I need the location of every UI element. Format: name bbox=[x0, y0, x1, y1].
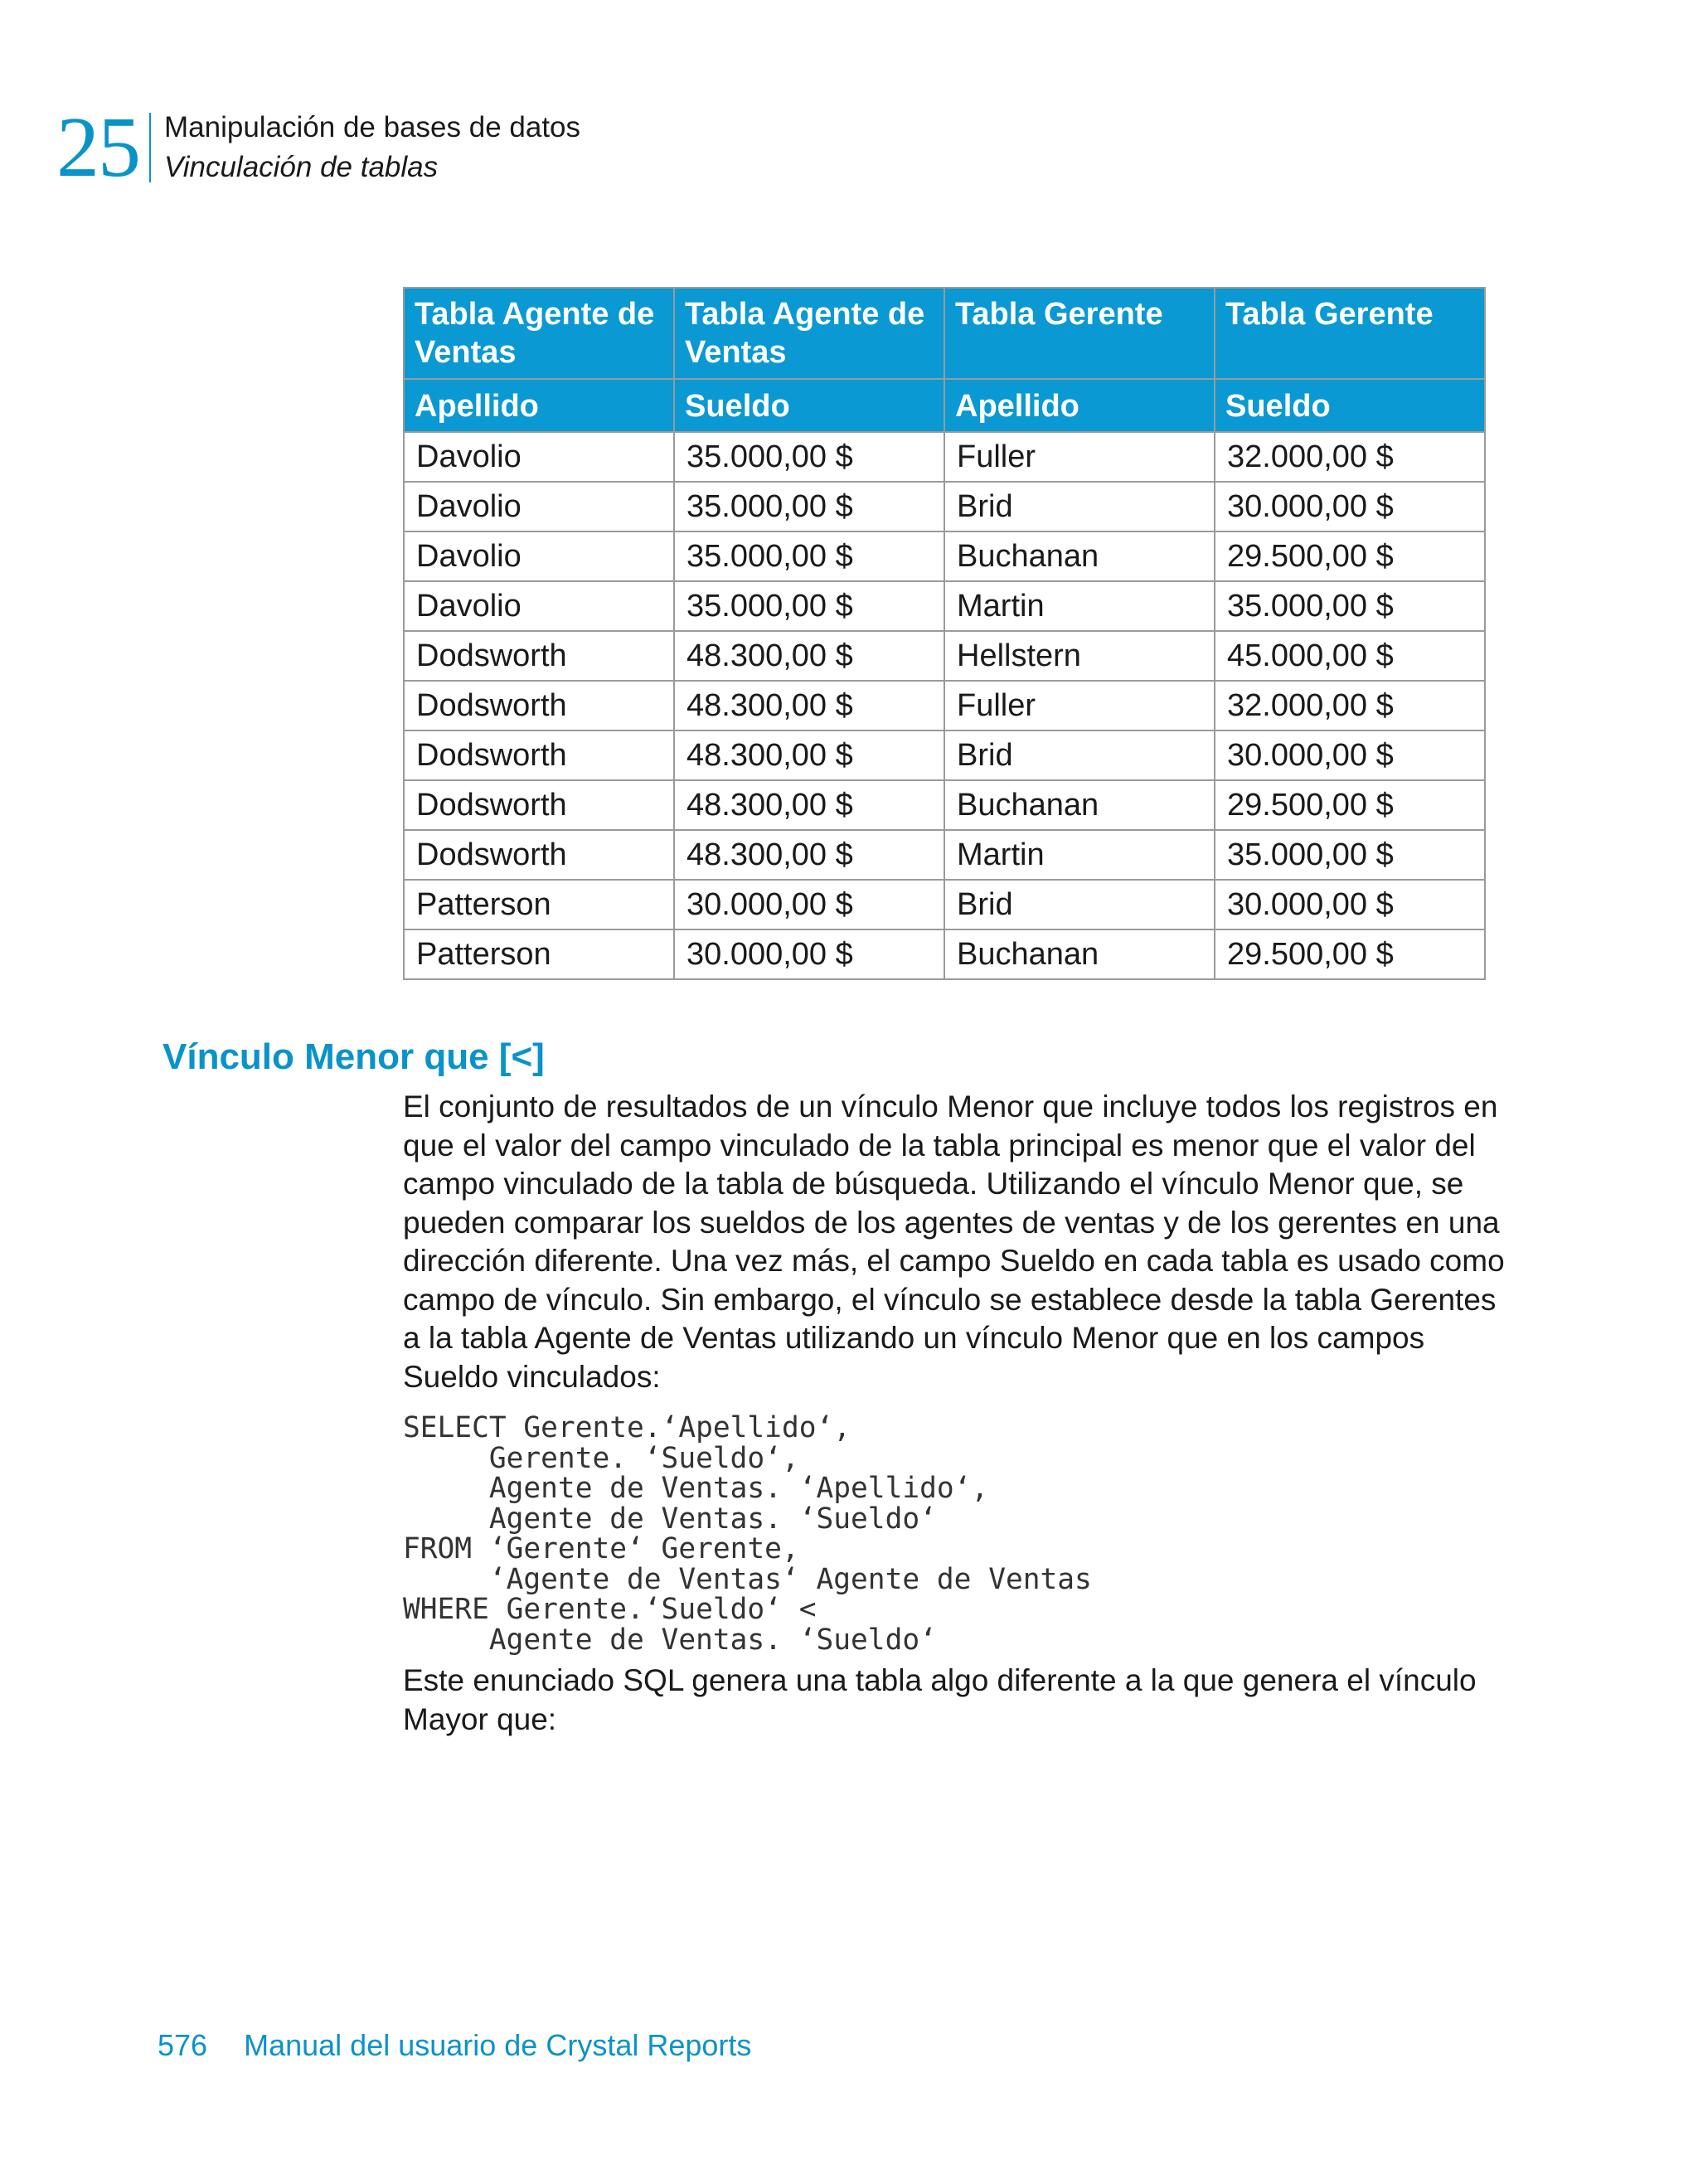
table-cell: Brid bbox=[944, 880, 1215, 929]
table-cell: 45.000,00 $ bbox=[1215, 631, 1485, 681]
section-title: Vinculación de tablas bbox=[164, 151, 439, 183]
table-cell: Dodsworth bbox=[404, 681, 674, 730]
chapter-number: 25 bbox=[56, 99, 139, 195]
table-cell: Davolio bbox=[404, 581, 674, 631]
table-row bbox=[404, 531, 1485, 581]
table-cell: Martin bbox=[944, 581, 1215, 631]
table-row bbox=[404, 631, 1485, 681]
column-header: Sueldo bbox=[1215, 379, 1485, 432]
table-cell: Dodsworth bbox=[404, 780, 674, 830]
column-header: Apellido bbox=[404, 379, 674, 432]
table-cell: 35.000,00 $ bbox=[674, 482, 944, 531]
table-row bbox=[404, 929, 1485, 979]
header-divider bbox=[149, 113, 151, 182]
table-cell: 48.300,00 $ bbox=[674, 830, 944, 880]
table-cell: 29.500,00 $ bbox=[1215, 780, 1485, 830]
table-cell: Buchanan bbox=[944, 531, 1215, 581]
table-row bbox=[404, 581, 1485, 631]
table-cell: Dodsworth bbox=[404, 631, 674, 681]
table-cell: 35.000,00 $ bbox=[674, 531, 944, 581]
table-row bbox=[404, 830, 1485, 880]
table-cell: 30.000,00 $ bbox=[1215, 880, 1485, 929]
body-paragraph: El conjunto de resultados de un vínculo Menor que incluye todos los registros en que el valor del campo vinculado de la tabla principal es menor que el valor del campo vinculado de la tabla de búsqueda. Utilizando el vínculo Menor que, se pueden comparar los sueldos de los agentes de ventas y de los gerentes en una dirección diferente. Una vez más, el campo Sueldo en cada tabla es usado como campo de vínculo. Sin embargo, el vínculo se establece desde la tabla Gerentes a la tabla Agente de Ventas utilizando un vínculo Menor que en los campos Sueldo vinculados: bbox=[403, 1090, 1505, 1394]
table-cell: Dodsworth bbox=[404, 730, 674, 780]
table-row bbox=[404, 880, 1485, 929]
table-cell: Davolio bbox=[404, 531, 674, 581]
page-number: 576 bbox=[158, 2028, 208, 2062]
table-cell: Buchanan bbox=[944, 929, 1215, 979]
table-cell: Fuller bbox=[944, 681, 1215, 730]
table-cell: Fuller bbox=[944, 432, 1215, 482]
table-cell: 32.000,00 $ bbox=[1215, 681, 1485, 730]
book-title: Manual del usuario de Crystal Reports bbox=[244, 2028, 752, 2062]
column-group-header: Tabla Agente de Ventas bbox=[404, 288, 674, 379]
column-group-header: Tabla Gerente bbox=[944, 288, 1215, 379]
column-group-header: Tabla Agente de Ventas bbox=[674, 288, 944, 379]
table-cell: Patterson bbox=[404, 880, 674, 929]
table-row bbox=[404, 730, 1485, 780]
body-paragraph: Este enunciado SQL genera una tabla algo diferente a la que genera el vínculo Mayor que: bbox=[403, 1663, 1477, 1736]
table-body bbox=[404, 432, 1485, 979]
table-cell: Brid bbox=[944, 482, 1215, 531]
table-cell: Brid bbox=[944, 730, 1215, 780]
table-cell: 32.000,00 $ bbox=[1215, 432, 1485, 482]
table-header-row bbox=[404, 379, 1485, 432]
sql-code-block: SELECT Gerente.‘Apellido‘, Gerente. ‘Sueldo‘, Agente de Ventas. ‘Apellido‘, Agente de Ventas. ‘Sueldo‘ FROM ‘Gerente‘ Gerente, ‘Agente de Ventas‘ Agente de Ventas WHERE Gerente.‘Sueldo‘ < Agente de Ventas. ‘Sueldo‘ bbox=[403, 1411, 1092, 1657]
chapter-title: Manipulación de bases de datos bbox=[164, 111, 581, 143]
table-cell: 35.000,00 $ bbox=[674, 432, 944, 482]
table-cell: 35.000,00 $ bbox=[1215, 830, 1485, 880]
column-header: Sueldo bbox=[674, 379, 944, 432]
table-row bbox=[404, 482, 1485, 531]
table-cell: 48.300,00 $ bbox=[674, 780, 944, 830]
page-footer bbox=[158, 2028, 751, 2063]
table-cell: 48.300,00 $ bbox=[674, 631, 944, 681]
table-row bbox=[404, 432, 1485, 482]
table-cell: Patterson bbox=[404, 929, 674, 979]
table-cell: 29.500,00 $ bbox=[1215, 929, 1485, 979]
table-cell: 29.500,00 $ bbox=[1215, 531, 1485, 581]
table-cell: 35.000,00 $ bbox=[1215, 581, 1485, 631]
column-group-header: Tabla Gerente bbox=[1215, 288, 1485, 379]
subheading: Vínculo Menor que [<] bbox=[163, 1036, 545, 1077]
table-cell: Martin bbox=[944, 830, 1215, 880]
table-row bbox=[404, 681, 1485, 730]
table-cell: 30.000,00 $ bbox=[1215, 730, 1485, 780]
table-header-row bbox=[404, 288, 1485, 379]
table-cell: 48.300,00 $ bbox=[674, 730, 944, 780]
column-header: Apellido bbox=[944, 379, 1215, 432]
table-cell: 30.000,00 $ bbox=[674, 929, 944, 979]
table-cell: 30.000,00 $ bbox=[1215, 482, 1485, 531]
table-cell: 30.000,00 $ bbox=[674, 880, 944, 929]
table-cell: Buchanan bbox=[944, 780, 1215, 830]
table-cell: Hellstern bbox=[944, 631, 1215, 681]
table-cell: 48.300,00 $ bbox=[674, 681, 944, 730]
table-cell: Davolio bbox=[404, 482, 674, 531]
table-cell: 35.000,00 $ bbox=[674, 581, 944, 631]
table-cell: Dodsworth bbox=[404, 830, 674, 880]
table-row bbox=[404, 780, 1485, 830]
salary-join-table bbox=[403, 287, 1486, 980]
table-cell: Davolio bbox=[404, 432, 674, 482]
